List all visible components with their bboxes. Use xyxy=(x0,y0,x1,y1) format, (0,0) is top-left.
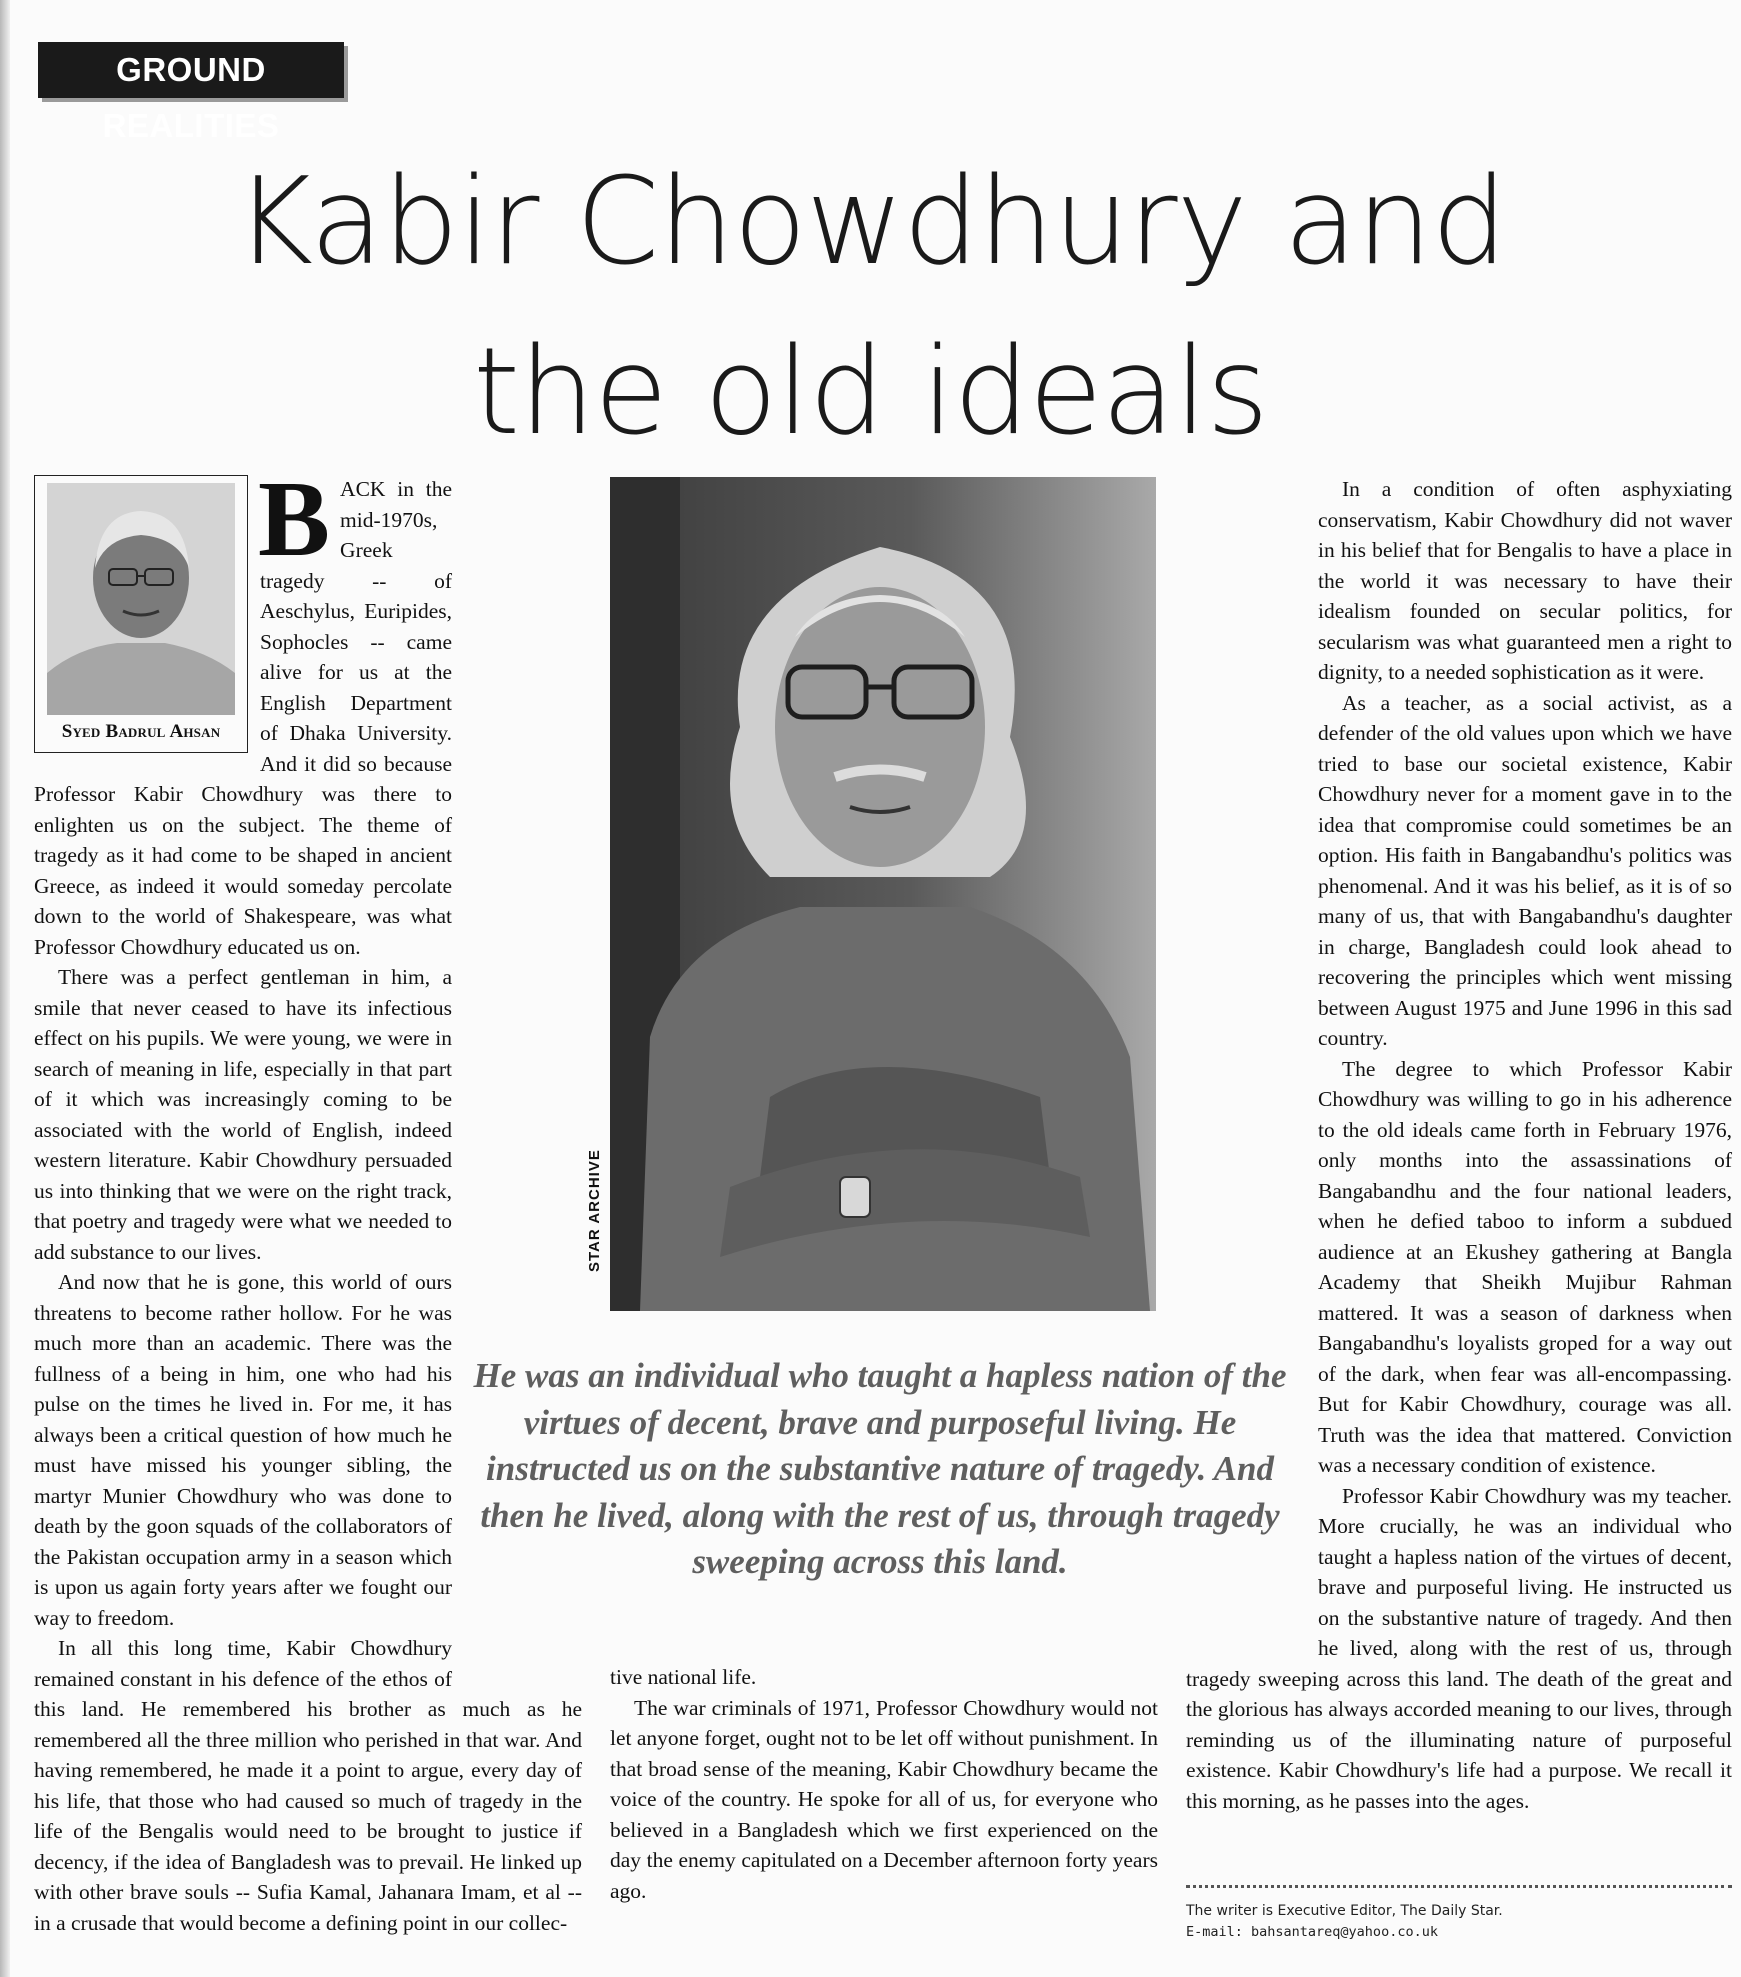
article-paragraph: In all this long time, Kabir Chowdhury remained constant in his defence of the ethos of this land. He remembered his brother as much as he remembered all the three million who perished in that war. And having remembered, he made it a point to argue, every day of his life, that those who had caused so much of tragedy in the life of the Bengalis would need to be brought to justice if decency, if the idea of Bangladesh was to prevail. He linked up with other brave souls -- Sufia Kamal, Jahanara Imam, et al -- in a crusade that would become a defining point in our collec- xyxy=(34,1636,582,1935)
article-column-2 xyxy=(610,1662,1158,1906)
writer-note: The writer is Executive Editor, The Daily Star. xyxy=(1186,1903,1503,1919)
article-paragraph: In a condition of often asphyxiating conservatism, Kabir Chowdhury did not waver in his belief that for Bengalis to have a place in the world it was necessary to have their idealism founded on secular politics, for secularism was what guaranteed men a right to dignity, to a needed sophistication as it were. xyxy=(1318,477,1732,684)
headline xyxy=(0,138,1741,478)
article-text: ACK in the mid-1970s, Greek tragedy -- of Aeschylus, Euripides, Sophocles -- came alive for us at the English Department of Dhaka University. And it did so because Professor Kabir Chowdhury was there to enlighten us on the subject. The theme of tragedy as it had come to be shaped in ancient Greece, as indeed it would someday percolate down to the world of Shakespeare, was what Professor Chowdhury educated us on. xyxy=(34,477,452,959)
author-photo xyxy=(47,483,235,715)
byline-box xyxy=(34,475,248,753)
article-paragraph: The war criminals of 1971, Professor Chowdhury would not let anyone forget, ought not to be let off without punishment. In that broad sense of the meaning, Kabir Chowdhury became the voice of the country. He spoke for all of us, for everyone who believed in a Bangladesh which we first experienced on the day the enemy capitulated on a December afternoon forty years ago. xyxy=(610,1695,1158,1903)
article-paragraph: And now that he is gone, this world of ours threatens to become rather hollow. For he was much more than an academic. There was the fullness of a being in him, one who had his pulse on the times he lived in. For me, it has always been a critical question of how much he must have missed his younger sibling, the martyr Munier Chowdhury who was done to death by the goon squads of the collaborators of the Pakistan occupation army in a season which is upon us again forty years after we fought our way to freedom. xyxy=(34,1270,452,1630)
headline-line-2: the old ideals xyxy=(473,323,1268,462)
portrait-illustration xyxy=(610,477,1156,1311)
article-column-3 xyxy=(1186,474,1732,1816)
author-portrait-illustration xyxy=(47,483,235,715)
headline-line-1: Kabir Chowdhury and xyxy=(234,153,1507,292)
article-paragraph: There was a perfect gentleman in him, a smile that never ceased to have its infectious effect on his pupils. We were young, we were in search of meaning in life, especially in that part of it which was increasingly coming to be associated with the world of English, indeed western literature. Kabir Chowdhury persuaded us into thinking that we were on the right track, that poetry and tragedy were what we needed to add substance to our lives. xyxy=(34,965,452,1264)
pull-quote: He was an individual who taught a hapless nation of the virtues of decent, brave and purposeful living. He instructed us on the substantive nature of tragedy. And then he lived, along with the rest of us, through tragedy sweeping across this land. xyxy=(473,1356,1287,1581)
article-paragraph: tive national life. xyxy=(610,1665,757,1689)
dotted-rule xyxy=(1186,1885,1732,1888)
author-byline: Syed Badrul Ahsan xyxy=(61,721,221,742)
photo-credit: STAR ARCHIVE xyxy=(586,1149,603,1272)
section-tag: GROUND REALITIES xyxy=(38,42,344,98)
writer-email: E-mail: bahsantareq@yahoo.co.uk xyxy=(1186,1924,1438,1940)
writer-footnote xyxy=(1186,1901,1732,1943)
drop-cap: B xyxy=(258,460,331,579)
text-wrap-spacer xyxy=(1186,1314,1318,1650)
article-paragraph: Professor Kabir Chowdhury was my teacher. More crucially, he was an individual who taught a hapless nation of the virtues of decent, brave and purposeful living. He instructed us on the substantive nature of tragedy. And then he lived, along with the rest of us, through tragedy sweeping across this land. The death of the great and the glorious has always accorded meaning to our lives, through reminding us of the illuminating nature of purposeful existence. Kabir Chowdhury's life had a purpose. We recall it this morning, as he passes into the ages. xyxy=(1186,1483,1732,1813)
kabir-chowdhury-photo xyxy=(610,477,1156,1311)
article-paragraph: As a teacher, as a social activist, as a defender of the old values upon which we have tried to base our societal existence, Kabir Chowdhury never for a moment gave in to the idea that compromise could sometimes be an option. His faith in Bangabandhu's politics was phenomenal. And it was his belief, as it is of so many of us, that with Bangabandhu's daughter in charge, Bangladesh could look ahead to recovering the principles which went missing between August 1975 and June 1996 in this sad country. xyxy=(1318,690,1732,1050)
article-paragraph: The degree to which Professor Kabir Chowdhury was willing to go in his adherence to the old ideals came forth in February 1976, only months into the assassinations of Bangabandhu and the four national leaders, when he defied taboo to inform a subdued audience at an Ekushey gathering at Bangla Academy that Sheikh Mujibur Rahman mattered. It was a season of darkness when Bangabandhu's loyalists groped for a way out of the dark, when fear was all-encompassing. But for Kabir Chowdhury, courage was all. Truth was the idea that mattered. Conviction was a necessary condition of existence. xyxy=(1318,1056,1732,1477)
